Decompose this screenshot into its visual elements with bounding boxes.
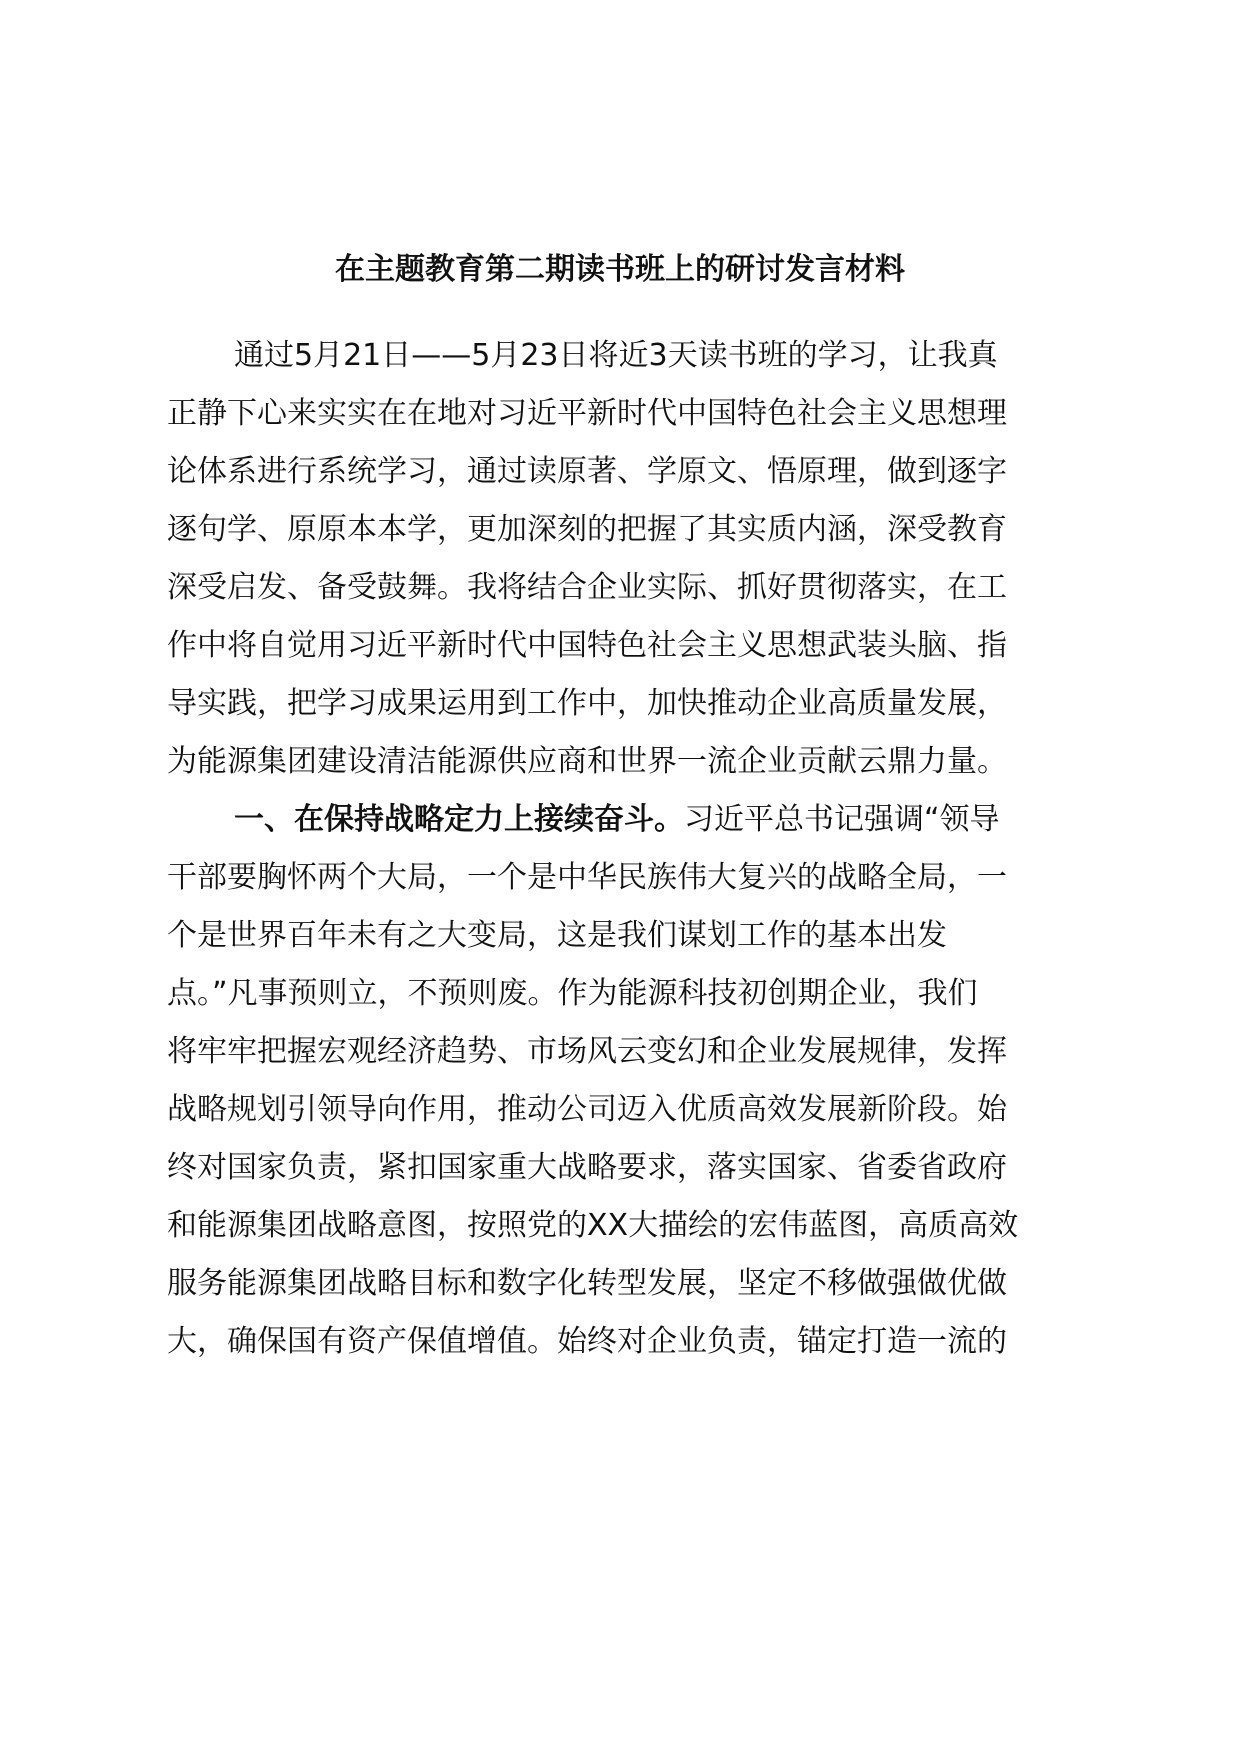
paragraph-line: 和能源集团战略意图，按照党的XX大描绘的宏伟蓝图，高质高效	[167, 1208, 1019, 1243]
paragraph-line: 逐句学、原原本本学，更加深刻的把握了其实质内涵，深受教育	[167, 512, 1007, 547]
paragraph-line: 将牢牢把握宏观经济趋势、市场风云变幻和企业发展规律，发挥	[167, 1034, 1007, 1069]
paragraph-line: 个是世界百年未有之大变局，这是我们谋划工作的基本出发	[167, 918, 947, 953]
paragraph-line: 作中将自觉用习近平新时代中国特色社会主义思想武装头脑、指	[167, 628, 1007, 663]
section-line-text: 习近平总书记强调“领导	[684, 802, 1000, 837]
paragraph-line: 为能源集团建设清洁能源供应商和世界一流企业贡献云鼎力量。	[167, 744, 1007, 779]
paragraph-line: 深受启发、备受鼓舞。我将结合企业实际、抓好贯彻落实，在工	[167, 570, 1007, 605]
paragraph-line: 大，确保国有资产保值增值。始终对企业负责，锚定打造一流的	[167, 1324, 1007, 1359]
paragraph-line: 通过5月21日——5月23日将近3天读书班的学习，让我真	[234, 338, 998, 373]
section-heading: 一、在保持战略定力上接续奋斗。	[234, 802, 684, 837]
paragraph-line: 服务能源集团战略目标和数字化转型发展，坚定不移做强做优做	[167, 1266, 1007, 1301]
paragraph-line: 点。”凡事预则立，不预则废。作为能源科技初创期企业，我们	[167, 976, 978, 1011]
section-line	[234, 798, 1000, 842]
paragraph-line: 干部要胸怀两个大局，一个是中华民族伟大复兴的战略全局，一	[167, 860, 1007, 895]
paragraph-line: 导实践，把学习成果运用到工作中，加快推动企业高质量发展，	[167, 686, 1007, 721]
paragraph-line: 战略规划引领导向作用，推动公司迈入优质高效发展新阶段。始	[167, 1092, 1007, 1127]
paragraph-line: 终对国家负责，紧扣国家重大战略要求，落实国家、省委省政府	[167, 1150, 1007, 1185]
document-title: 在主题教育第二期读书班上的研讨发言材料	[335, 252, 905, 287]
paragraph-line: 论体系进行系统学习，通过读原著、学原文、悟原理，做到逐字	[167, 454, 1007, 489]
paragraph-line: 正静下心来实实在在地对习近平新时代中国特色社会主义思想理	[167, 396, 1007, 431]
